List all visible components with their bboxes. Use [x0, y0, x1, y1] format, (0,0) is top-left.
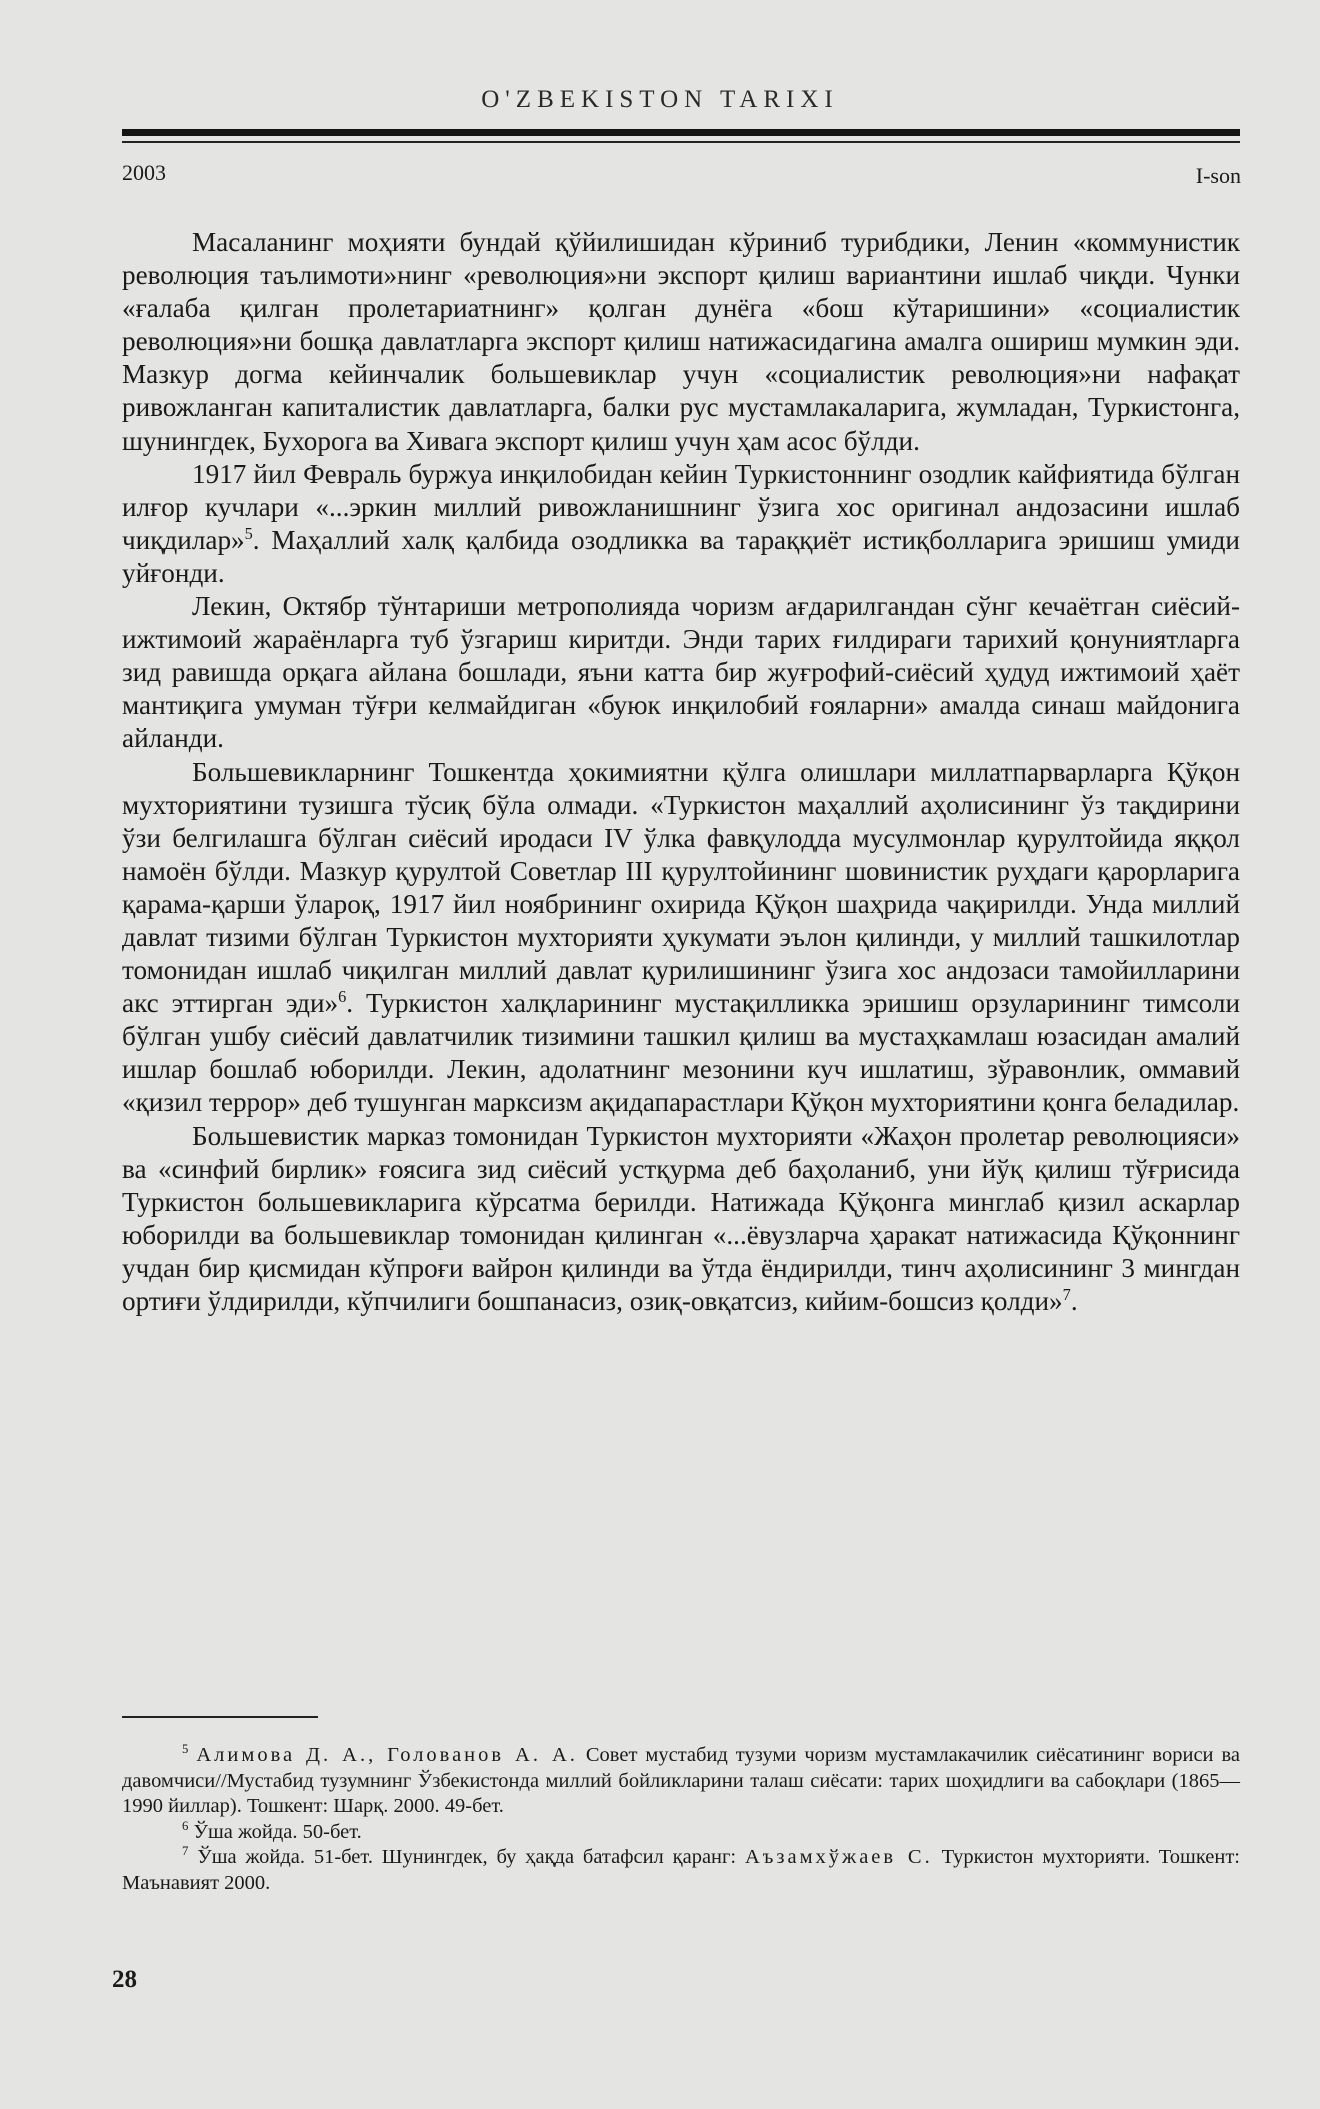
journal-title: O'ZBEKISTON TARIXI: [481, 86, 839, 113]
article-body: [122, 226, 1240, 1318]
paragraph-5: [122, 1120, 1240, 1319]
header-rule-thin: [122, 141, 1240, 143]
page-number: 28: [112, 1966, 137, 1993]
footnote-5: [122, 1743, 1240, 1820]
paragraph-3: [122, 590, 1240, 755]
footnote-mark: 5: [182, 1742, 189, 1757]
footnote-mark: 7: [182, 1844, 189, 1859]
paragraph-text: . Туркистон халқларининг мустақилликка эришиш орзуларининг тимсоли бўлган ушбу сиёсий давлатчилик тизимини ташкил қилиш ва мустаҳкамлаш юзасидан амалий ишлар бошлаб юборилди. Лекин, адолатнинг мезонини куч ишлатиш, зўравонлик, оммавий «қизил террор» деб тушунган марксизм ақидапарастлари Қўқон мухториятини қонга беладилар.: [122, 988, 1241, 1118]
footnote-text: Совет мустабид тузуми чоризм мустамлакачилик сиёсатининг вориси ва давомчиси//Мустабид тузумнинг Ўзбекистонда миллий бойликларини талаш сиёсати: тарих шоҳидлиги ва сабоқлари (1865—1990 йиллар). Тошкент: Шарқ. 2000. 49-бет.: [122, 1744, 1240, 1817]
footnote-mark: 6: [182, 1818, 189, 1833]
paragraph-text: Большевикларнинг Тошкентда ҳокимиятни қўлга олишлари миллатпарварларга Қўқон мухториятини тузишга тўсиқ бўла олмади. «Туркистон маҳаллий аҳолисининг ўз тақдирини ўзи белгилашга бўлган сиёсий иродаси IV ўлка фавқулодда мусулмонлар қурултойида яққол намоён бўлди. Мазкур қурултой Советлар III қурултойининг шовинистик руҳдаги қарорларига қарама-қарши ўлароқ, 1917 йил ноябрининг охирида Қўқон шаҳрида чақирилди. Унда миллий давлат тизими бўлган Туркистон мухторияти ҳукумати эълон қилинди, у миллий ташкилотлар томонидан ишлаб чиқилган миллий давлат қурилишининг ўзига хос андозаси тамойилларини акс эттирган эди»: [122, 756, 1240, 1019]
paragraph-1: [122, 226, 1240, 458]
footnote-7: [122, 1845, 1240, 1896]
paragraph-text: . Маҳаллий халқ қалбида озодликка ва тараққиёт истиқболларига эришиш умиди уйғонди.: [122, 524, 1240, 588]
footnote-author: Алимова Д. А., Голованов А. А.: [196, 1744, 578, 1766]
paragraph-text: Большевистик марказ томонидан Туркистон мухторияти «Жаҳон пролетар революцияси» ва «синфий бирлик» ғоясига зид сиёсий устқурма деб баҳоланиб, уни йўқ қилиш тўғрисида Туркистон большевикларига кўрсатма берилди. Натижада Қўқонга минглаб қизил аскарлар юборилди ва большевиклар томонидан қилинган «...ёвузларча ҳаракат натижасида Қўқоннинг учдан бир қисмидан кўпроғи вайрон қилинди ва ўтда ёндирилди, тинч аҳолисининг 3 мингдан ортиғи ўлдирилди, кўпчилиги бошпанасиз, озиқ-овқатсиз, кийим-бошсиз қолди»: [122, 1120, 1240, 1316]
footnote-text: Ўша жойда. 50-бет.: [193, 1820, 362, 1843]
footnote-author: Аъзамхўжаев С.: [744, 1846, 933, 1868]
footnote-ref-7: 7: [1062, 1284, 1071, 1304]
paragraph-text: Масаланинг моҳияти бундай қўйилишидан кўриниб турибдики, Ленин «коммунистик революция таълимоти»нинг «революция»ни экспорт қилиш вариантини ишлаб чиқди. Чунки «ғалаба қилган пролетариатнинг» қолган дунёга «бош кўтаришини» «социалистик революция»ни бошқа давлатларга экспорт қилиш натижасидагина амалга ошириш мумкин эди. Мазкур догма кейинчалик большевиклар учун «социалистик революция»ни нафақат ривожланган капиталистик давлатларга, балки рус мустамлакаларига, жумладан, Туркистонга, шунингдек, Бухорога ва Хивага экспорт қилиш учун ҳам асос бўлди.: [122, 227, 1240, 456]
paragraph-text: .: [1070, 1286, 1078, 1316]
paragraph-2: [122, 458, 1240, 590]
issue-year: 2003: [122, 160, 166, 185]
footnote-text: Туркистон мухторияти. Тошкент: Маънавият 2000.: [122, 1846, 1240, 1894]
header-rule-thick: [122, 129, 1240, 136]
paragraph-4: [122, 756, 1240, 1120]
paragraph-text: 1917 йил Февраль буржуа инқилобидан кейин Туркистоннинг озодлик кайфиятида бўлган илғор кучлари «...эркин миллий ривожланишнинг ўзига хос оригинал андозасини ишлаб чиқдилар»: [122, 458, 1240, 555]
footnote-6: [122, 1820, 1240, 1846]
footnote-ref-6: 6: [338, 987, 347, 1007]
footnote-ref-5: 5: [244, 523, 253, 543]
issue-number: I-son: [1195, 163, 1241, 188]
paragraph-text: Лекин, Октябр тўнтариши метрополияда чоризм ағдарилгандан сўнг кечаётган сиёсий-ижтимоий жараёнларга туб ўзгариш киритди. Энди тарих ғилдираги тарихий қонуниятларга зид равишда орқага айлана бошлади, яъни катта бир жуғрофий-сиёсий ҳудуд ижтимоий ҳаёт мантиқига умуман тўғри келмайдиган «буюк инқилобий ғояларни» амалда синаш майдонига айланди.: [122, 591, 1240, 754]
footnote-separator: [122, 1716, 318, 1718]
footnotes: [122, 1743, 1240, 1896]
footnote-text: Ўша жойда. 51-бет. Шунингдек, бу ҳақда батафсил қаранг:: [197, 1846, 745, 1868]
